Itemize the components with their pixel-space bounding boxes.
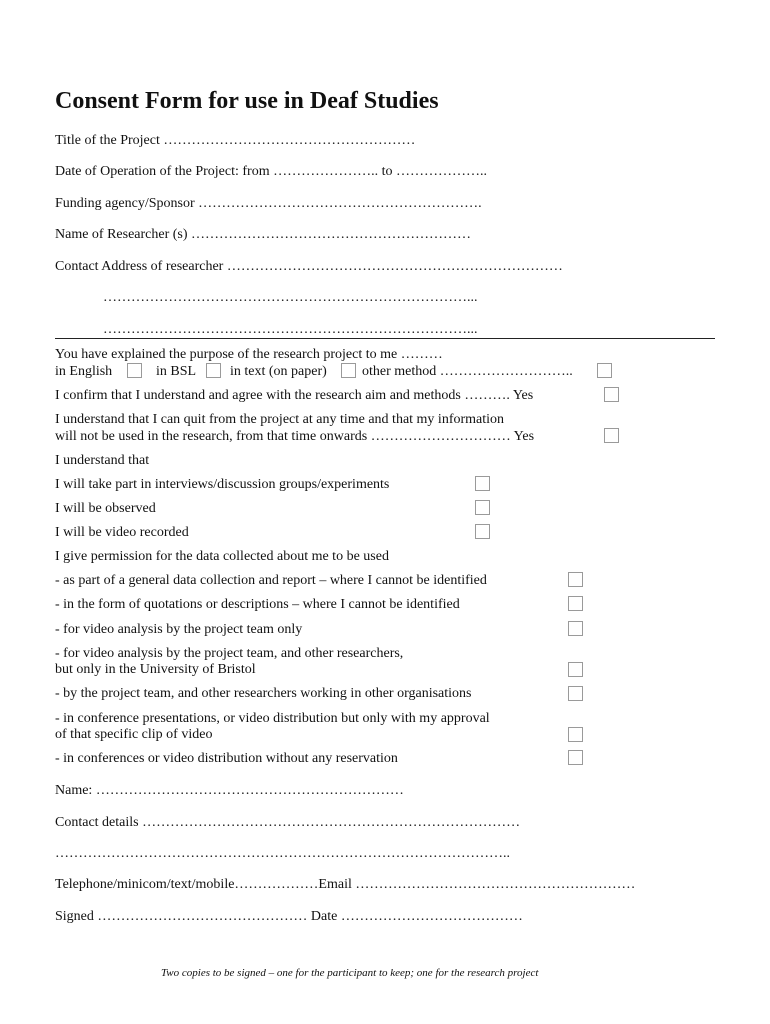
- project-dates-field[interactable]: Date of Operation of the Project: from ………………….. to ………………..: [55, 164, 487, 179]
- page-title: Consent Form for use in Deaf Studies: [55, 88, 439, 114]
- project-title-field[interactable]: Title of the Project ………………………………………………: [55, 133, 416, 148]
- other-method-label: other method ………………………..: [362, 364, 573, 379]
- researcher-name-field[interactable]: Name of Researcher (s) ……………………………………………………: [55, 227, 472, 242]
- no-reservation-checkbox[interactable]: [568, 750, 583, 765]
- conference-approval-checkbox[interactable]: [568, 727, 583, 742]
- video-bristol-checkbox[interactable]: [568, 662, 583, 677]
- other-method-checkbox[interactable]: [597, 363, 612, 378]
- text-on-paper-checkbox[interactable]: [341, 363, 356, 378]
- observed-checkbox[interactable]: [475, 500, 490, 515]
- understand-heading: I understand that: [55, 453, 150, 468]
- video-team-only-checkbox[interactable]: [568, 621, 583, 636]
- permission-item-label: - in conference presentations, or video distribution but only with my approval: [55, 711, 490, 726]
- confirm-aims-checkbox[interactable]: [604, 387, 619, 402]
- participant-name-field[interactable]: Name: …………………………………………………………: [55, 783, 404, 798]
- confirm-aims-text: I confirm that I understand and agree with the research aim and methods ………. Yes: [55, 388, 534, 403]
- bsl-label: in BSL: [156, 364, 197, 379]
- permission-item-label: - as part of a general data collection and report – where I cannot be identified: [55, 573, 487, 588]
- funding-field[interactable]: Funding agency/Sponsor …………………………………………………….: [55, 196, 482, 211]
- signed-date-field[interactable]: Signed ……………………………………… Date …………………………………: [55, 909, 523, 924]
- general-data-checkbox[interactable]: [568, 572, 583, 587]
- permission-heading: I give permission for the data collected about me to be used: [55, 549, 389, 564]
- quotations-checkbox[interactable]: [568, 596, 583, 611]
- permission-item-label: - by the project team, and other researchers working in other organisations: [55, 686, 472, 701]
- text-on-paper-label: in text (on paper): [230, 364, 327, 379]
- permission-item-label: - in the form of quotations or descriptions – where I cannot be identified: [55, 597, 460, 612]
- understand-item-label: I will be video recorded: [55, 525, 189, 540]
- permission-item-label-2: but only in the University of Bristol: [55, 662, 256, 677]
- permission-item-label: - for video analysis by the project team, and other researchers,: [55, 646, 404, 661]
- contact-details-field[interactable]: Contact details ………………………………………………………………………: [55, 815, 521, 830]
- quit-project-checkbox[interactable]: [604, 428, 619, 443]
- permission-item-label: - in conferences or video distribution without any reservation: [55, 751, 398, 766]
- phone-email-field[interactable]: Telephone/minicom/text/mobile………………Email ……………………………………………………: [55, 877, 636, 892]
- other-organisations-checkbox[interactable]: [568, 686, 583, 701]
- quit-project-text: I understand that I can quit from the project at any time and that my information: [55, 412, 505, 427]
- researcher-address-field[interactable]: Contact Address of researcher ………………………………………………………………: [55, 259, 563, 274]
- video-recorded-checkbox[interactable]: [475, 524, 490, 539]
- explained-purpose-text: You have explained the purpose of the research project to me ………: [55, 347, 443, 362]
- researcher-address-line-2[interactable]: ……………………………………………………………………...: [103, 290, 478, 305]
- permission-item-label-2: of that specific clip of video: [55, 727, 213, 742]
- english-checkbox[interactable]: [127, 363, 142, 378]
- english-label: in English: [55, 364, 113, 379]
- contact-details-line-2[interactable]: ……………………………………………………………………………………..: [55, 846, 510, 861]
- understand-item-label: I will be observed: [55, 501, 156, 516]
- footer-note: Two copies to be signed – one for the participant to keep; one for the research project: [161, 967, 539, 979]
- interviews-checkbox[interactable]: [475, 476, 490, 491]
- bsl-checkbox[interactable]: [206, 363, 221, 378]
- understand-item-label: I will take part in interviews/discussion groups/experiments: [55, 477, 390, 492]
- permission-item-label: - for video analysis by the project team only: [55, 622, 303, 637]
- quit-project-text-2: will not be used in the research, from that time onwards ………………………… Yes: [55, 429, 535, 444]
- section-divider: [55, 338, 715, 339]
- researcher-address-line-3[interactable]: ……………………………………………………………………...: [103, 322, 478, 337]
